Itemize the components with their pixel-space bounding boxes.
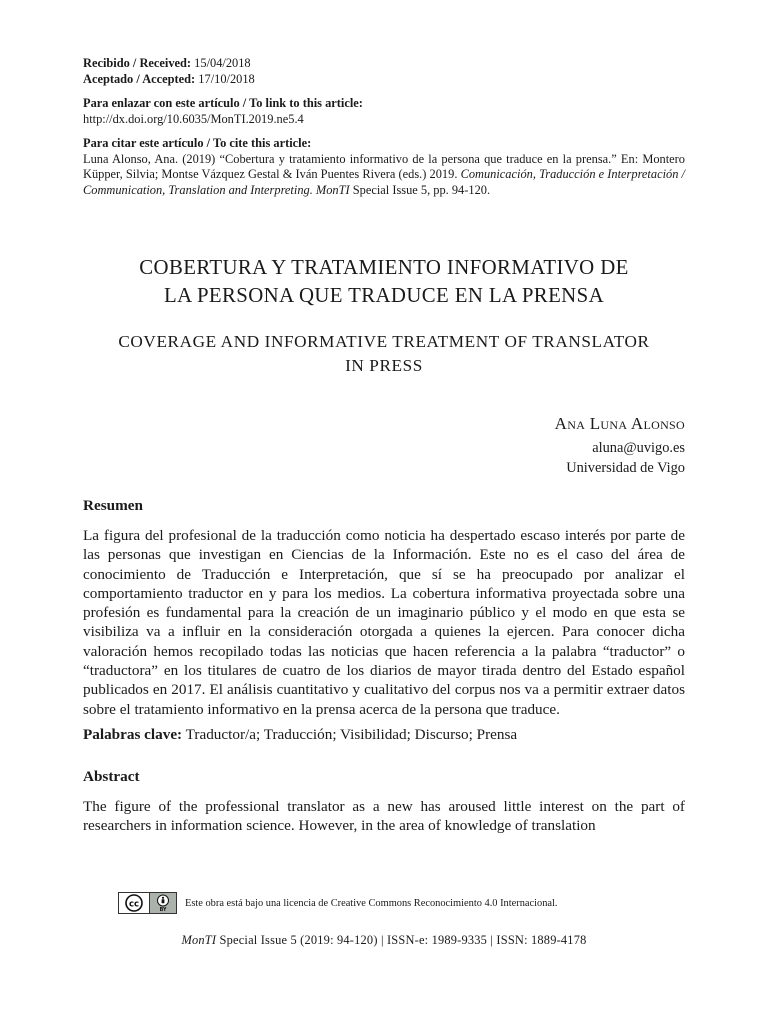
resumen-heading: Resumen [83,497,143,514]
accepted-date: 17/10/2018 [198,71,255,86]
svg-text:cc: cc [128,899,140,910]
cc-logo-icon [125,894,143,912]
keywords-list: Traductor/a; Traducción; Visibilidad; Discurso; Prensa [185,725,518,743]
received-date: 15/04/2018 [194,56,251,70]
license-notice [118,892,558,914]
page-footer: MonTI Special Issue 5 (2019: 94-120) | ISSN-e: 1989-9335 | ISSN: 1889-4178 [181,933,587,947]
svg-text:BY: BY [159,908,167,912]
footer-issn-e: ISSN-e: 1989-9335 [386,933,488,947]
footer-journal: MonTI [181,933,217,947]
resumen-text: La figura del profesional de la traducción como noticia ha despertado escaso interés por parte de las personas que investigan en Ciencias de la Información. Este no es el caso del área de conocimiento de Traducción e Interpretación, que sí se ha preocupado por analizar el comportamiento traductor en y para los medios. La cobertura informativa proyectada sobre una profesión es fundamental para la creación de un imaginario público y el modo en que esta se visibiliza va a influir en la consideración otorgada a quienes la ejercen. Para conocer dicha valoración hemos recopilado todas las noticias que hacen referencia a la palabra “traductor” o “traductora” en los titulares de cuatro de los diarios de mayor tirada dentro del Estado español publicados en 2017. El análisis cuantitativo y cualitativo del corpus nos va a permitir extraer datos sobre el tratamiento informativo en la prensa acerca de la persona que traduce. [83,527,685,718]
keywords-label: Palabras clave: [83,725,183,743]
accepted-label: Aceptado / Accepted: [83,71,196,86]
author-affiliation [83,438,685,478]
received-label: Recibido / Received: [83,56,192,70]
footer-issue: Special Issue 5 (2019: 94-120) [219,933,378,947]
footer-issn: ISSN: 1889-4178 [496,933,587,947]
author-name: Ana Luna Alonso [554,414,685,433]
by-attribution-icon [153,894,173,912]
author-institution: Universidad de Vigo [566,460,685,476]
received-line [83,56,685,72]
abstract-text: The figure of the professional translator as a new has aroused little interest on the part of researchers in information science. However, in the area of knowledge of translation [83,797,685,835]
accepted-line [83,72,685,88]
creative-commons-by-icon[interactable] [118,892,177,914]
keywords-line [83,725,685,745]
author-email[interactable]: aluna@uvigo.es [592,440,685,456]
title-spanish: COBERTURA Y TRATAMIENTO INFORMATIVO DE LA PERSONA QUE TRADUCE EN LA PRENSA [139,256,629,307]
citation-text: Luna Alonso, Ana. (2019) “Cobertura y tratamiento informativo de la persona que traduce en la prensa.” En: Montero Küpper, Silvia; Montse Vázquez Gestal & Iván Puentes Rivera (eds.) 2019. Comunicación, Traducción e Interpretación / Communication, Translation and Interpreting. MonTI Special Issue 5, pp. 94-120. [83,151,685,197]
doi-link[interactable]: http://dx.doi.org/10.6035/MonTI.2019.ne5.4 [83,111,304,126]
cite-label: Para citar este artículo / To cite this article: [83,136,312,150]
license-text: Este obra está bajo una licencia de Creative Commons Reconocimiento 4.0 Internacional. [185,897,558,909]
citation-journal-title: Comunicación, Traducción e Interpretación / Communication, Translation and Interpreting. MonTI [83,167,685,197]
article-metadata [83,56,685,198]
title-english: COVERAGE AND INFORMATIVE TREATMENT OF TRANSLATOR IN PRESS [118,332,650,375]
abstract-heading: Abstract [83,767,140,785]
link-label: Para enlazar con este artículo / To link to this article: [83,96,363,110]
